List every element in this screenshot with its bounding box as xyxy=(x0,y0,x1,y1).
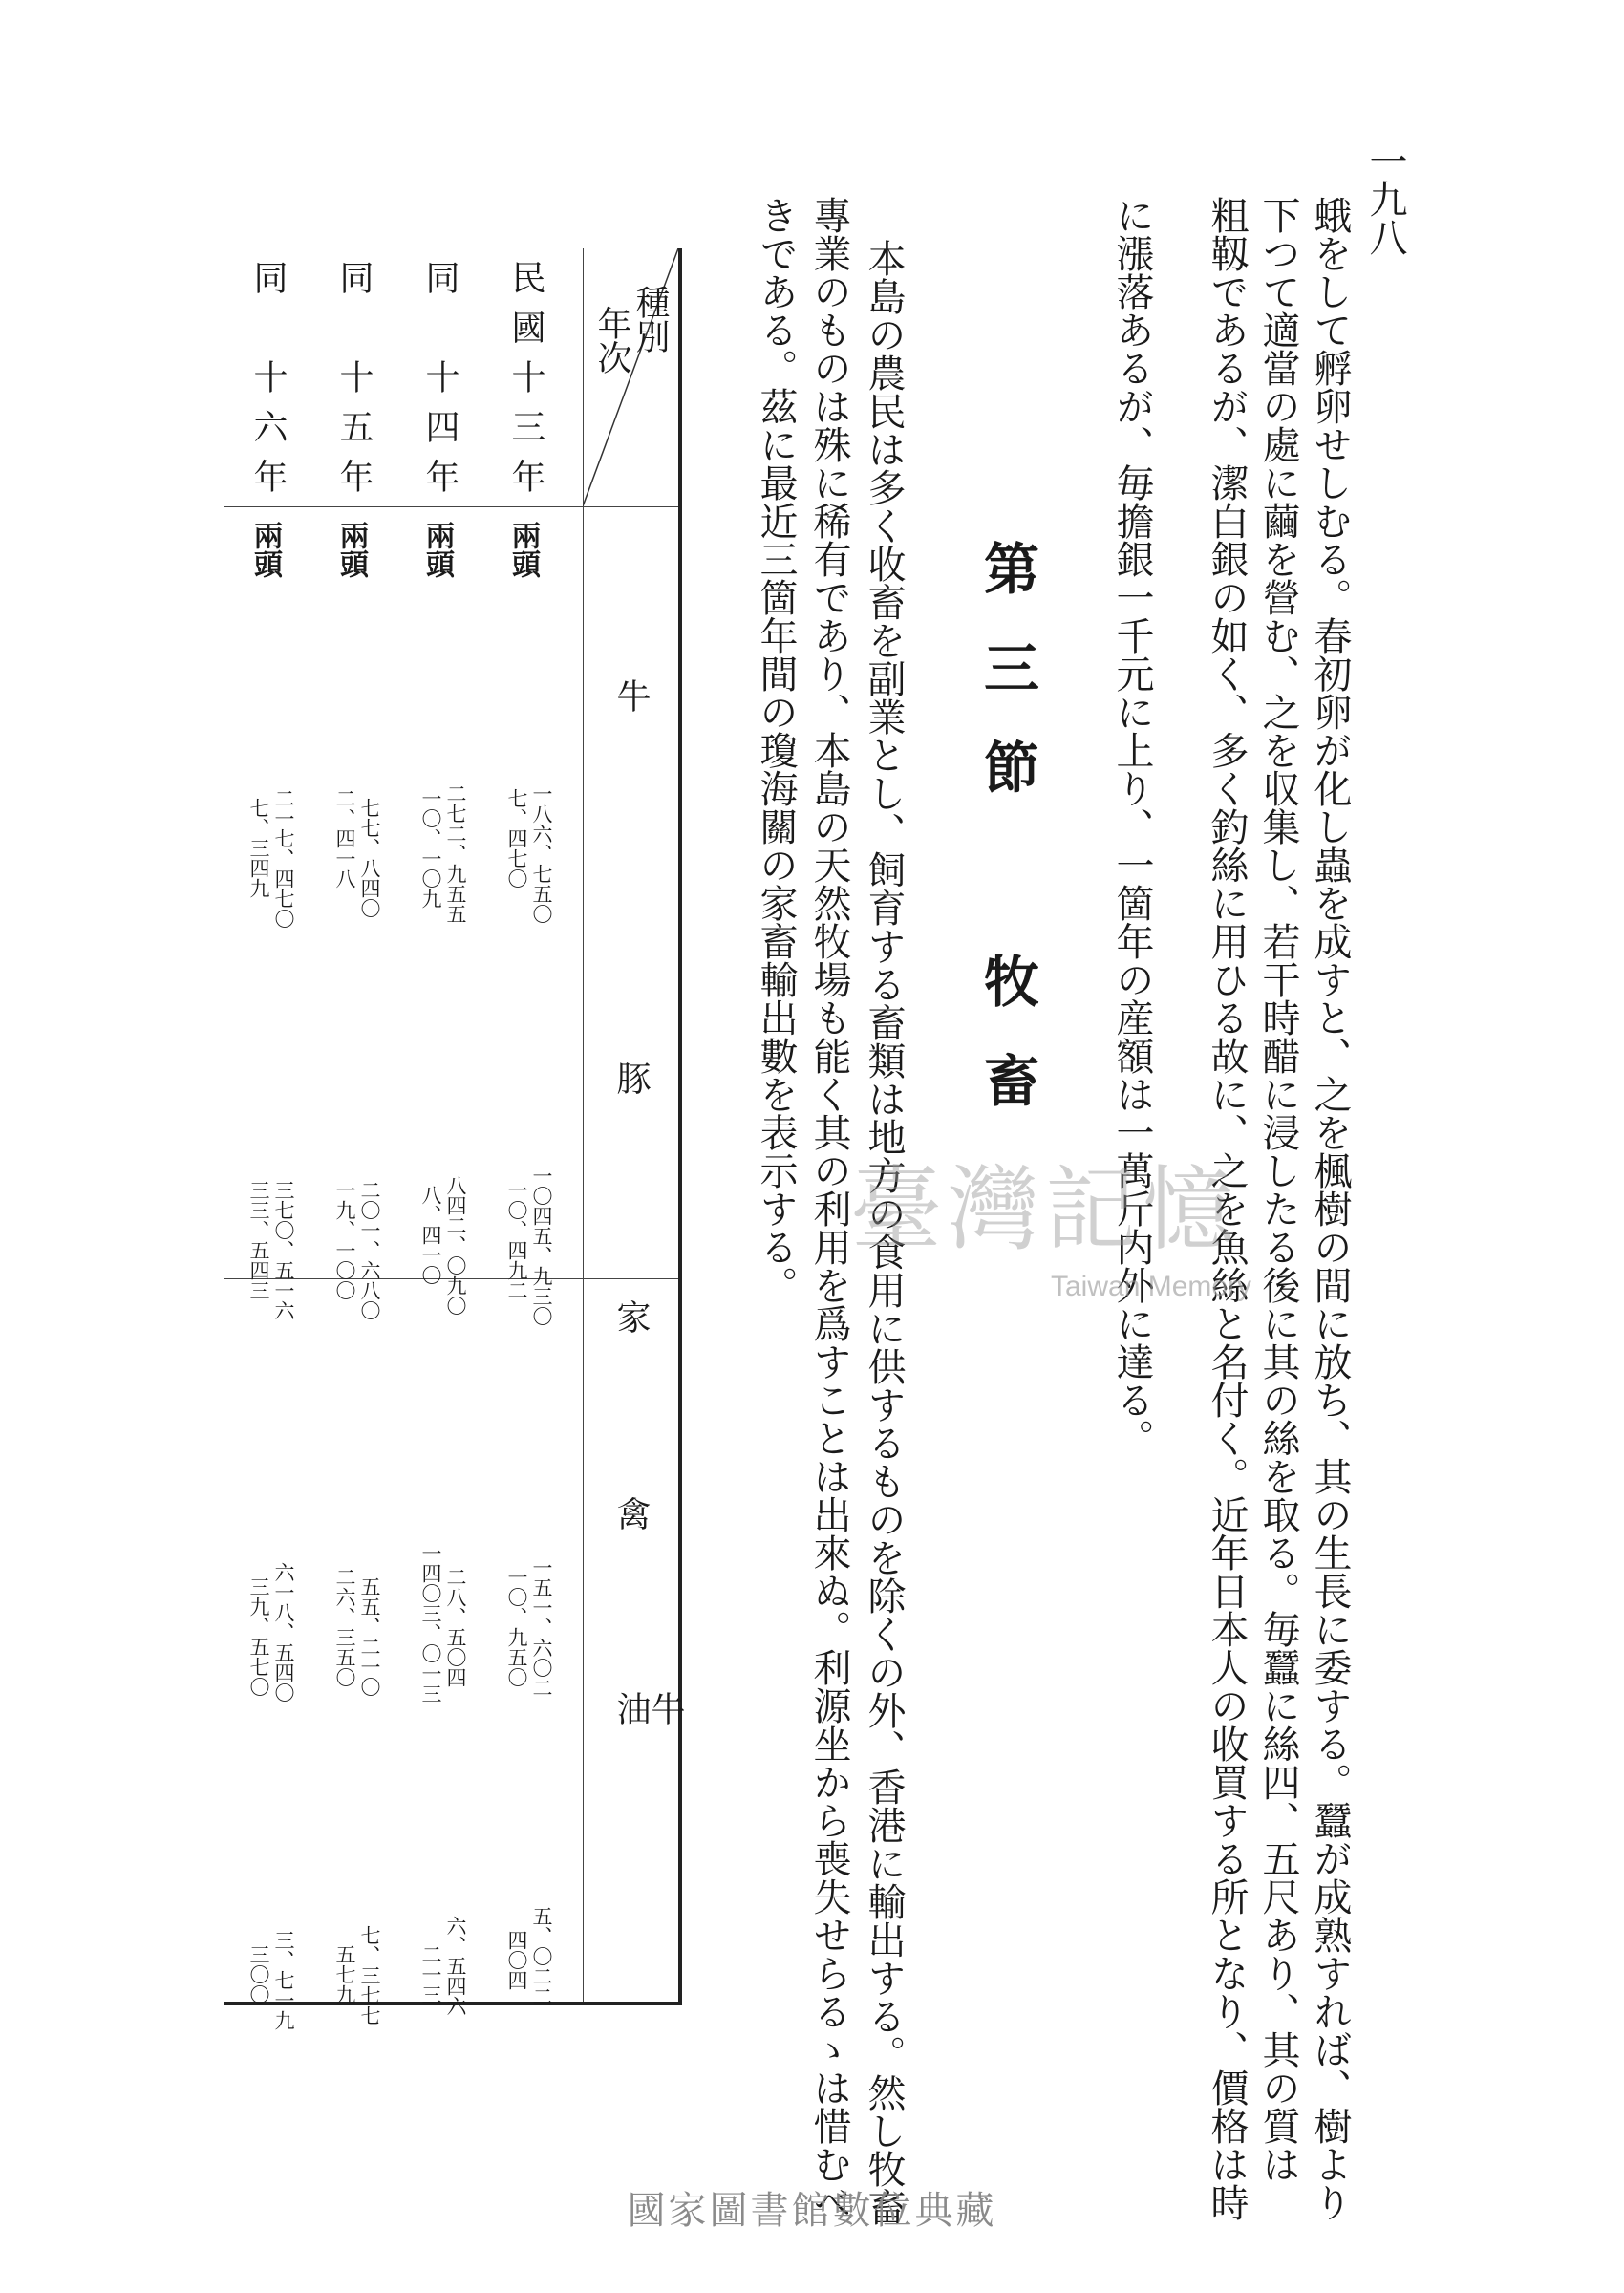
cell-r2-cattle-head: 一〇、一〇九 xyxy=(419,788,443,909)
cell-r1-cattle-head: 七、四七〇 xyxy=(505,788,529,889)
section-number: 第三節 xyxy=(974,540,1039,838)
cell-r4-cattle-tael: 二一七、四七〇 xyxy=(272,788,296,929)
cell-r4-tallow-tael: 三、七一九 xyxy=(272,1930,296,2030)
section-title xyxy=(974,540,1039,1151)
col-header-cattle: 牛 xyxy=(611,678,651,713)
cell-r4-poultry-head: 三九、五七〇 xyxy=(247,1576,271,1697)
col-header-pig: 豚 xyxy=(611,1061,651,1095)
cell-r4-pig-head: 三三、五四三 xyxy=(247,1180,271,1300)
col-header-poultry: 家禽 xyxy=(611,1299,651,1693)
cell-r3-pig-head: 一九、一〇〇 xyxy=(333,1180,357,1300)
year-row-1: 民國十三年 xyxy=(506,260,545,508)
corner-header-type: 種別 xyxy=(630,285,670,354)
unit-row-1-tael: 兩 xyxy=(506,521,540,549)
cell-r3-tallow-tael: 七、三七七 xyxy=(358,1925,382,2025)
unit-row-3-tael: 兩 xyxy=(334,521,368,549)
unit-row-2 xyxy=(420,521,454,578)
unit-row-2-tael: 兩 xyxy=(420,521,454,549)
col-header-tallow: 牛油 xyxy=(611,1691,685,1907)
cell-r2-pig-tael: 八四二、〇九〇 xyxy=(444,1175,468,1316)
unit-row-1 xyxy=(506,521,540,578)
unit-row-3 xyxy=(334,521,368,578)
livestock-export-table xyxy=(224,248,685,2030)
cell-r1-cattle-tael: 一八六、七五〇 xyxy=(530,783,554,924)
cell-r1-poultry-head: 一〇、九五〇 xyxy=(505,1567,529,1687)
section-prose-column-1: 本島の農民は多く收畜を副業とし、飼育する畜類は地方の食用に供するものを除くの外、香港に輸出する。然し牧畜 xyxy=(862,239,906,2226)
cell-r4-poultry-tael: 六一八、五四〇 xyxy=(272,1562,296,1703)
cell-r2-tallow-tael: 六、五四六 xyxy=(444,1916,468,2016)
year-row-2: 同 十四年 xyxy=(420,260,459,508)
cell-r4-cattle-head: 七、三四九 xyxy=(247,798,271,898)
watermark-logo: 臺灣記憶 xyxy=(850,1156,1240,1263)
table-corner-cell xyxy=(583,248,678,507)
cell-r3-cattle-tael: 七七、八四〇 xyxy=(358,798,382,918)
cell-r4-pig-tael: 三七〇、五一六 xyxy=(272,1180,296,1320)
unit-row-4 xyxy=(248,521,282,578)
cell-r3-pig-tael: 二〇一、六八〇 xyxy=(358,1180,382,1320)
cell-r1-pig-head: 一〇、四九二 xyxy=(505,1180,529,1300)
cell-r2-cattle-tael: 二七二、九五五 xyxy=(444,783,468,924)
cell-r3-cattle-head: 二、四一八 xyxy=(333,788,357,889)
cell-r3-tallow-head: 五七九 xyxy=(333,1944,357,2004)
unit-row-1-head: 頭 xyxy=(506,549,540,578)
cell-r1-tallow-head: 四〇四 xyxy=(505,1930,529,1990)
unit-row-2-head: 頭 xyxy=(420,549,454,578)
cell-r2-poultry-head: 一四〇三、〇一三 xyxy=(419,1543,443,1704)
cell-r4-tallow-head: 三〇〇 xyxy=(247,1944,271,2004)
prose-column-4: に漲落あるが、毎擔銀一千元に上り、一箇年の産額は一萬斤内外に達る。 xyxy=(1110,196,1154,1457)
footer-credit: 國家圖書館數位典藏 xyxy=(627,2189,997,2233)
unit-row-4-tael: 兩 xyxy=(248,521,282,549)
cell-r2-tallow-head: 二一三 xyxy=(419,1944,443,2004)
watermark-subtext: Taiwan Memory xyxy=(1051,1271,1252,1302)
cell-r1-tallow-tael: 五、〇二二 xyxy=(530,1906,554,2006)
cell-r3-poultry-head: 二六、三五〇 xyxy=(333,1567,357,1687)
cell-r3-poultry-tael: 五五、二一〇 xyxy=(358,1576,382,1697)
year-row-3: 同 十五年 xyxy=(334,260,374,508)
year-row-4: 同 十六年 xyxy=(248,260,288,508)
unit-row-3-head: 頭 xyxy=(334,549,368,578)
prose-column-3: 粗靱であるが、潔白銀の如く、多く釣絲に用ひる故に、之を魚絲と名付く。近年日本人の收買する所となり、價格は時 xyxy=(1205,196,1249,2221)
section-name: 牧畜 xyxy=(974,953,1039,1151)
cell-r2-pig-head: 八、四一〇 xyxy=(419,1185,443,1285)
section-prose-column-2: 專業のものは殊に稀有であり、本島の天然牧場も能く其の利用を爲すことは出來ぬ。利源坐から喪失せらるゝは惜むべ xyxy=(807,196,851,2221)
cell-r2-poultry-tael: 二八、五〇四 xyxy=(444,1567,468,1687)
cell-r1-poultry-tael: 一五一、六〇二 xyxy=(530,1557,554,1698)
cell-r1-pig-tael: 一〇四五、九三〇 xyxy=(530,1166,554,1326)
prose-column-1: 蛾をして孵卵せしむる。春初卵が化し蟲を成すと、之を楓樹の間に放ち、其の生長に委する。蠶が成熟すれば、樹より xyxy=(1308,196,1352,2221)
page-number: 一九八 xyxy=(1363,141,1407,256)
corner-header-year: 年次 xyxy=(592,306,631,375)
prose-column-2: 下つて適當の處に繭を營む、之を収集し、若干時醋に浸したる後に其の絲を取る。毎蠶に絲四、五尺あり、其の質は xyxy=(1256,196,1300,2183)
unit-row-4-head: 頭 xyxy=(248,549,282,578)
section-prose-column-3: きである。茲に最近三箇年間の瓊海關の家畜輸出數を表示する。 xyxy=(754,196,798,1304)
